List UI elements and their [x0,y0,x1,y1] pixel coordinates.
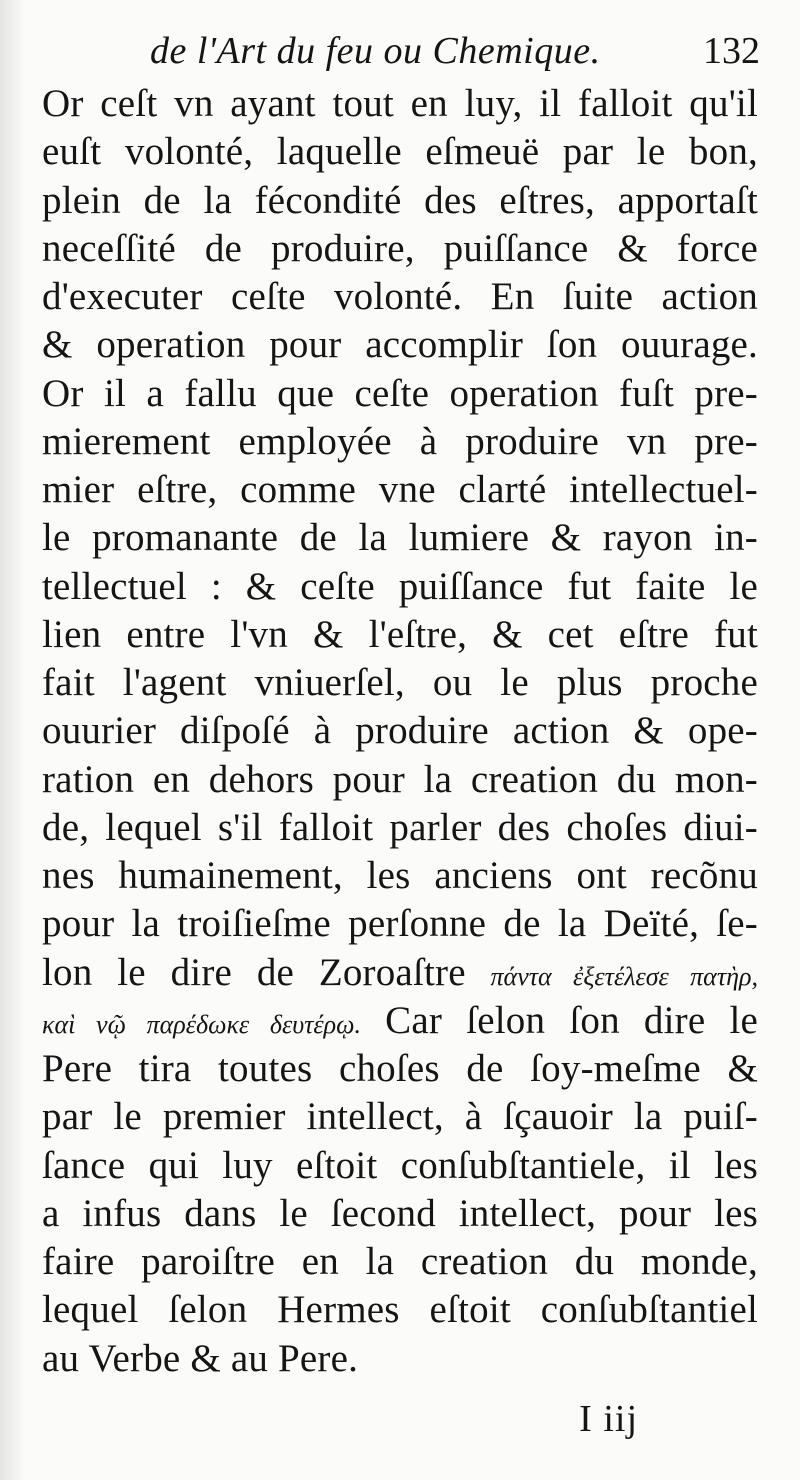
text-line: Or ceſt vn ayant tout en luy, il falloit qu'il [42,82,758,125]
text-line: de, lequel s'il falloit parler des choſes diui- [42,805,758,849]
text-line-final: au Verbe & au Pere. [42,1336,359,1380]
text-line: faire paroiſtre en la creation du monde, [42,1240,758,1283]
text-line: ouurier diſpoſé à produire action & ope- [42,709,758,753]
text-line: pour la troiſieſme perſonne de la Deïté, ſe- [42,902,758,946]
page-number: 132 [703,30,760,72]
text-line: lequel ſelon Hermes eſtoit conſubſtantiel [42,1288,758,1332]
text-line: ration en dehors pour la creation du mon- [42,757,758,801]
text-line: neceſſité de produire, puiſſance & force [42,226,758,270]
greek-quotation-part-1: πάντα ἐξετέλεσε πατὴρ, [490,961,759,991]
body-text [42,80,758,1383]
text-line: Or il a fallu que ceſte operation fuſt pre- [42,371,758,415]
text-line: & operation pour accomplir ſon ouurage. [42,323,758,367]
signature-mark: I iij [579,1398,638,1440]
text-line: ſance qui luy eſtoit conſubſtantiele, il les [42,1143,758,1187]
text-line: mierement employée à produire vn pre- [42,419,758,463]
page-edge-shadow [0,0,26,1480]
text-line: fait l'agent vniuerſel, ou le plus proche [42,661,758,704]
text-line-segment: Car ſelon ſon dire le [385,998,759,1042]
running-title: de l'Art du feu ou Chemique. [150,30,601,72]
text-line: plein de la fécondité des eſtres, apportaſt [42,178,758,222]
text-line: nes humainement, les anciens ont recõnu [42,854,758,897]
text-line: Pere tira toutes choſes de ſoy-meſme & [42,1047,758,1090]
greek-quotation-part-2: καὶ νῷ παρέδωκε δευτέρῳ. [42,1009,362,1039]
text-line: le promanante de la lumiere & rayon in- [42,516,758,560]
greek-quotation-line [42,997,758,1045]
text-line: euſt volonté, laquelle eſmeuë par le bon, [42,130,758,174]
text-line: mier eſtre, comme vne clarté intellectuel- [42,468,758,511]
text-line: tellectuel : & ceſte puiſſance fut faite le [42,564,758,608]
text-line: lien entre l'vn & l'eſtre, & cet eſtre fut [42,612,758,656]
text-line-segment: lon le dire de Zoroaſtre [42,950,466,994]
text-line: par le premier intellect, à ſçauoir la puiſ- [42,1095,758,1139]
text-line: a infus dans le ſecond intellect, pour les [42,1191,758,1235]
text-line: d'executer ceſte volonté. En ſuite action [42,275,758,318]
running-head [150,26,760,76]
text-line-with-greek [42,949,758,997]
